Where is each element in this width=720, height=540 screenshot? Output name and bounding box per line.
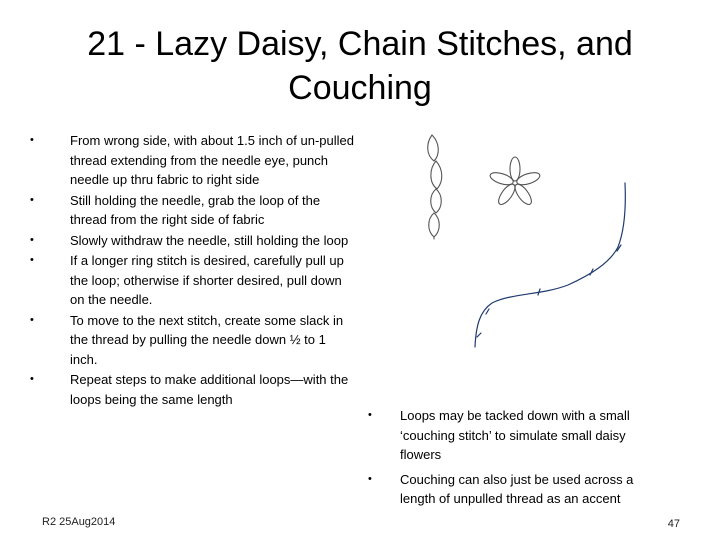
bullet-icon: • xyxy=(30,313,34,326)
couching-note-item xyxy=(368,406,670,465)
couching-note-text: Loops may be tacked down with a small ‘couching stitch’ to simulate small daisy flowers xyxy=(400,408,630,462)
instruction-item xyxy=(30,231,355,251)
instruction-text: Slowly withdraw the needle, still holding the loop xyxy=(70,232,349,248)
bullet-icon: • xyxy=(30,193,34,206)
bullet-icon: • xyxy=(30,134,34,146)
bullet-icon: • xyxy=(30,233,34,246)
slide-title-line-2: Couching xyxy=(288,69,432,107)
bullet-icon: • xyxy=(30,373,34,385)
stitch-illustration xyxy=(420,125,680,365)
instruction-list xyxy=(30,131,355,410)
instruction-text: From wrong side, with about 1.5 inch of un-pulled thread extending from the needle eye, punch needle up thru fabric to right side xyxy=(70,133,354,187)
footer-revision: R2 25Aug2014 xyxy=(42,516,116,528)
instruction-item xyxy=(30,311,355,370)
slide-title xyxy=(40,22,680,110)
bullet-icon: • xyxy=(30,254,34,266)
instruction-item xyxy=(30,131,355,190)
instruction-text: If a longer ring stitch is desired, carefully pull up the loop; otherwise if shorter desired, pull down on the needle. xyxy=(70,253,344,307)
chain-stitch-drawing-icon xyxy=(428,135,442,239)
instruction-text: To move to the next stitch, create some slack in the thread by pulling the needle down ½ to 1 inch. xyxy=(70,312,344,367)
instruction-text: Repeat steps to make additional loops—with the loops being the same length xyxy=(70,372,349,407)
instruction-item xyxy=(30,370,355,409)
page-number: 47 xyxy=(667,518,680,530)
lazy-daisy-flower-icon xyxy=(489,157,542,207)
couching-note-text: Couching can also just be used across a length of unpulled thread as an accent xyxy=(400,471,634,506)
bullet-icon: • xyxy=(368,472,372,485)
couched-thread-line-icon xyxy=(475,183,625,347)
instruction-item xyxy=(30,251,355,310)
couching-notes-list xyxy=(368,406,670,514)
instruction-text: Still holding the needle, grab the loop of the thread from the right side of fabric xyxy=(70,192,321,227)
slide-title-line-1: 21 - Lazy Daisy, Chain Stitches, and xyxy=(87,25,633,63)
bullet-icon: • xyxy=(368,409,372,421)
instruction-item xyxy=(30,191,355,230)
couching-note-item xyxy=(368,470,670,509)
